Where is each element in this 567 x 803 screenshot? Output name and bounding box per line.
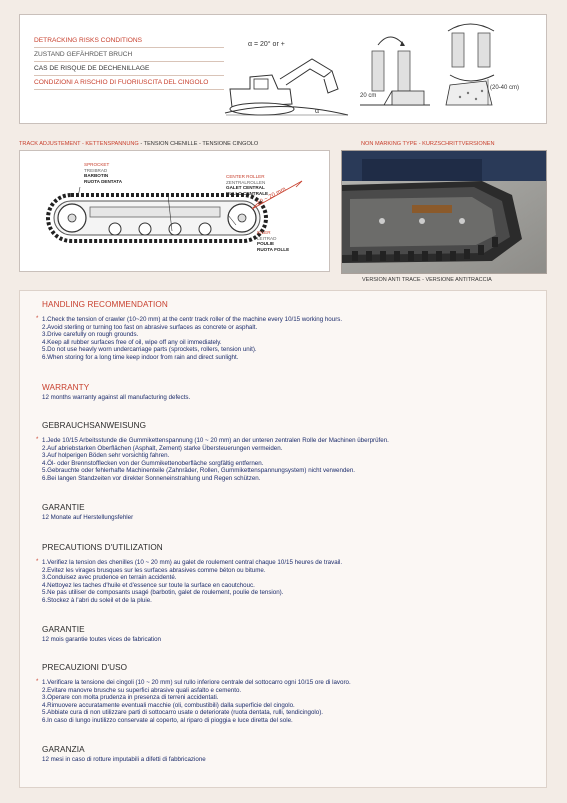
handling-section: [36, 300, 537, 362]
list-item: 3.Conduisez avec prudence en terrain accidenté.: [42, 574, 177, 582]
list-item: 2.Auf abriebstarken Oberflächen (Asphalt, Zement) starke Übersteuerungen vermeiden.: [42, 444, 283, 452]
warranty-text: 12 months warranty against all manufacturing defects.: [42, 394, 191, 401]
warranty-title: WARRANTY: [42, 383, 90, 392]
idler-label: IDLER LEITRAD POULIE RUOTA FOLLE: [257, 230, 290, 252]
warranty-section: [42, 383, 537, 401]
garantie-de-title: GARANTIE: [42, 503, 85, 512]
sprocket-label: SPROCKET TREIBRAD BARBOTIN RUOTA DENTATA: [84, 162, 123, 184]
track-pads-illustration: [350, 21, 545, 121]
risk-title-it: CONDIZIONI A RISCHIO DI FUORIUSCITA DEL CINGOLO: [34, 79, 224, 93]
list-item: 3.Auf holperigen Böden sehr vorsichtig fahren.: [42, 452, 170, 460]
garantie-fr-title: GARANTIE: [42, 625, 85, 634]
list-item: 3.Operare con molta prudenza in presenza di terreni accidentati.: [42, 694, 219, 702]
list-item: 6.Stockez à l'abri du soleil et de la pluie.: [42, 596, 152, 604]
list-item: 5.Do not use heavly worn undercarriage parts (sprockets, rollers, tension unit).: [42, 346, 257, 354]
garanzia-section: [42, 745, 537, 763]
list-item: * 1.Verifiez la tension des chenilles (10 ~ 20 mm) au galet de roulement central chaque 10/15 heures de travail.: [36, 559, 343, 566]
list-item: 5.Ne pas utiliser de composants usagé (barbotin, galet de roulement, poulie de tension).: [42, 589, 284, 597]
bullet-star: *: [36, 437, 39, 443]
list-item: 6.In caso di lungo inutilizzo conservate al coperto, al riparo di pioggia e luce diretta del sole.: [42, 716, 293, 724]
list-item: 4.Nettoyez les taches d'huile et d'essence sur toute la surface en caoutchouc.: [42, 581, 255, 589]
list-item: 4.Öl- oder Brennstofflecken von der Gummikettenoberfläche sorgfältig entfernen.: [42, 459, 264, 467]
bullet-star: *: [36, 679, 39, 685]
garantie-de-section: [42, 503, 537, 521]
width-label: 20 cm: [360, 93, 377, 99]
track-adjustment-title: TRACK ADJUSTEMENT - KETTENSPANNUNG - TENSION CHENILLE - TENSIONE CINGOLO: [19, 141, 259, 147]
angle-label: α = 20° or +: [248, 41, 285, 48]
list-item: 2.Avoid sterling or turning too fast on abrasive surfaces as concrete or asphalt.: [42, 323, 258, 331]
photo-caption: VERSION ANTI TRACE - VERSIONE ANTITRACCIA: [362, 277, 492, 283]
list-item: 3.Drive carefully on rough grounds.: [42, 331, 139, 339]
list-item: 4.Keep all rubber surfaces free of oil, wipe off any oil immediately.: [42, 338, 222, 346]
list-item: 4.Rimuovere accuratamente eventuali macchie (oli, combustibili) dalla superficie del cingolo.: [42, 701, 295, 709]
handling-list: [36, 316, 537, 362]
gebrauchsanweisung-section: [36, 421, 537, 483]
measure-label: 10 ~ 20 mm: [256, 186, 288, 207]
bullet-star: *: [36, 316, 39, 322]
risk-title-de: ZUSTAND GEFÄHRDET BRUCH: [34, 51, 224, 65]
risk-title-fr: CAS DE RISQUE DE DECHENILLAGE: [34, 65, 224, 79]
height-label: (20-40 cm): [490, 85, 520, 91]
garanzia-text: 12 mesi in caso di rotture imputabili a difetti di fabbricazione: [42, 756, 206, 763]
non-marking-title: NON MARKING TYPE - KURZSCHRITTVERSIONEN: [361, 141, 495, 147]
list-item: 6.Bei langen Standzeiten vor direkter Sonneneinstrahlung und Regen schützen.: [42, 474, 261, 482]
precauzioni-section: [36, 663, 537, 725]
handling-title: HANDLING RECOMMENDATION: [42, 300, 168, 309]
precautions-list: [36, 559, 537, 605]
precauzioni-title: PRECAUZIONI D'USO: [42, 663, 128, 672]
list-item: * 1.Verificare la tensione dei cingoli (10 ~ 20 mm) sul rullo inferiore centrale del sottocarro ogni 10/15 ore di lavoro.: [36, 679, 351, 686]
list-item: 6.When storing for a long time keep indoor from rain and direct sunlight.: [42, 353, 239, 361]
risk-title-en: DETRACKING RISKS CONDITIONS: [34, 37, 224, 51]
gebrauchsanweisung-list: [36, 437, 537, 483]
list-item: * 1.Jede 10/15 Arbeitsstunde die Gummikettenspannung (10 ~ 20 mm) an der unteren zentralen Rolle der Machinen überprüfen.: [36, 437, 389, 444]
garantie-de-text: 12 Monate auf Herstellungsfehler: [42, 514, 134, 521]
list-item: 2.Evitare manovre brusche su superfici abrasive quali asfalto e cemento.: [42, 686, 242, 694]
list-item: 5.Abbiate cura di non utilizzare parti di sottocarro usate o deteriorate (ruota dentata, rulli, tendicingolo).: [42, 709, 324, 717]
garanzia-title: GARANZIA: [42, 745, 85, 754]
detracking-panel: [19, 14, 547, 124]
track-diagram-panel: [19, 150, 330, 272]
list-item: * 1.Check the tension of crawler (10~20 mm) at the centr track roller of the machine every 10/15 working hours.: [36, 316, 343, 323]
garantie-fr-text: 12 mois garantie toutes vices de fabrication: [42, 636, 162, 643]
non-marking-photo: [341, 150, 547, 274]
track-diagram: [20, 151, 329, 271]
rubber-track-photo: [342, 151, 547, 274]
precautions-section: [36, 543, 537, 605]
garantie-fr-section: [42, 625, 537, 643]
risk-list: [34, 37, 224, 93]
list-item: 5.Gebrauchte oder fehlerhafte Machinenteile (Zahnräder, Rollen, Gummikettenspannungsystem) nicht verwenden.: [42, 467, 355, 475]
bullet-star: *: [36, 559, 39, 565]
instructions-panel: [19, 290, 547, 788]
excavator-illustration: [220, 49, 350, 119]
gebrauchsanweisung-title: GEBRAUCHSANWEISUNG: [42, 421, 147, 430]
precauzioni-list: [36, 679, 537, 725]
list-item: 2.Evitez les virages brusques sur les surfaces abrasives comme béton ou bitume.: [42, 566, 266, 574]
center-roller-label: CENTER ROLLER ZENTRALROLLEN GALET CENTRAL RULLO CENTRALE: [226, 174, 269, 196]
precautions-title: PRECAUTIONS D'UTILIZATION: [42, 543, 163, 552]
alpha-label: α: [315, 108, 320, 115]
